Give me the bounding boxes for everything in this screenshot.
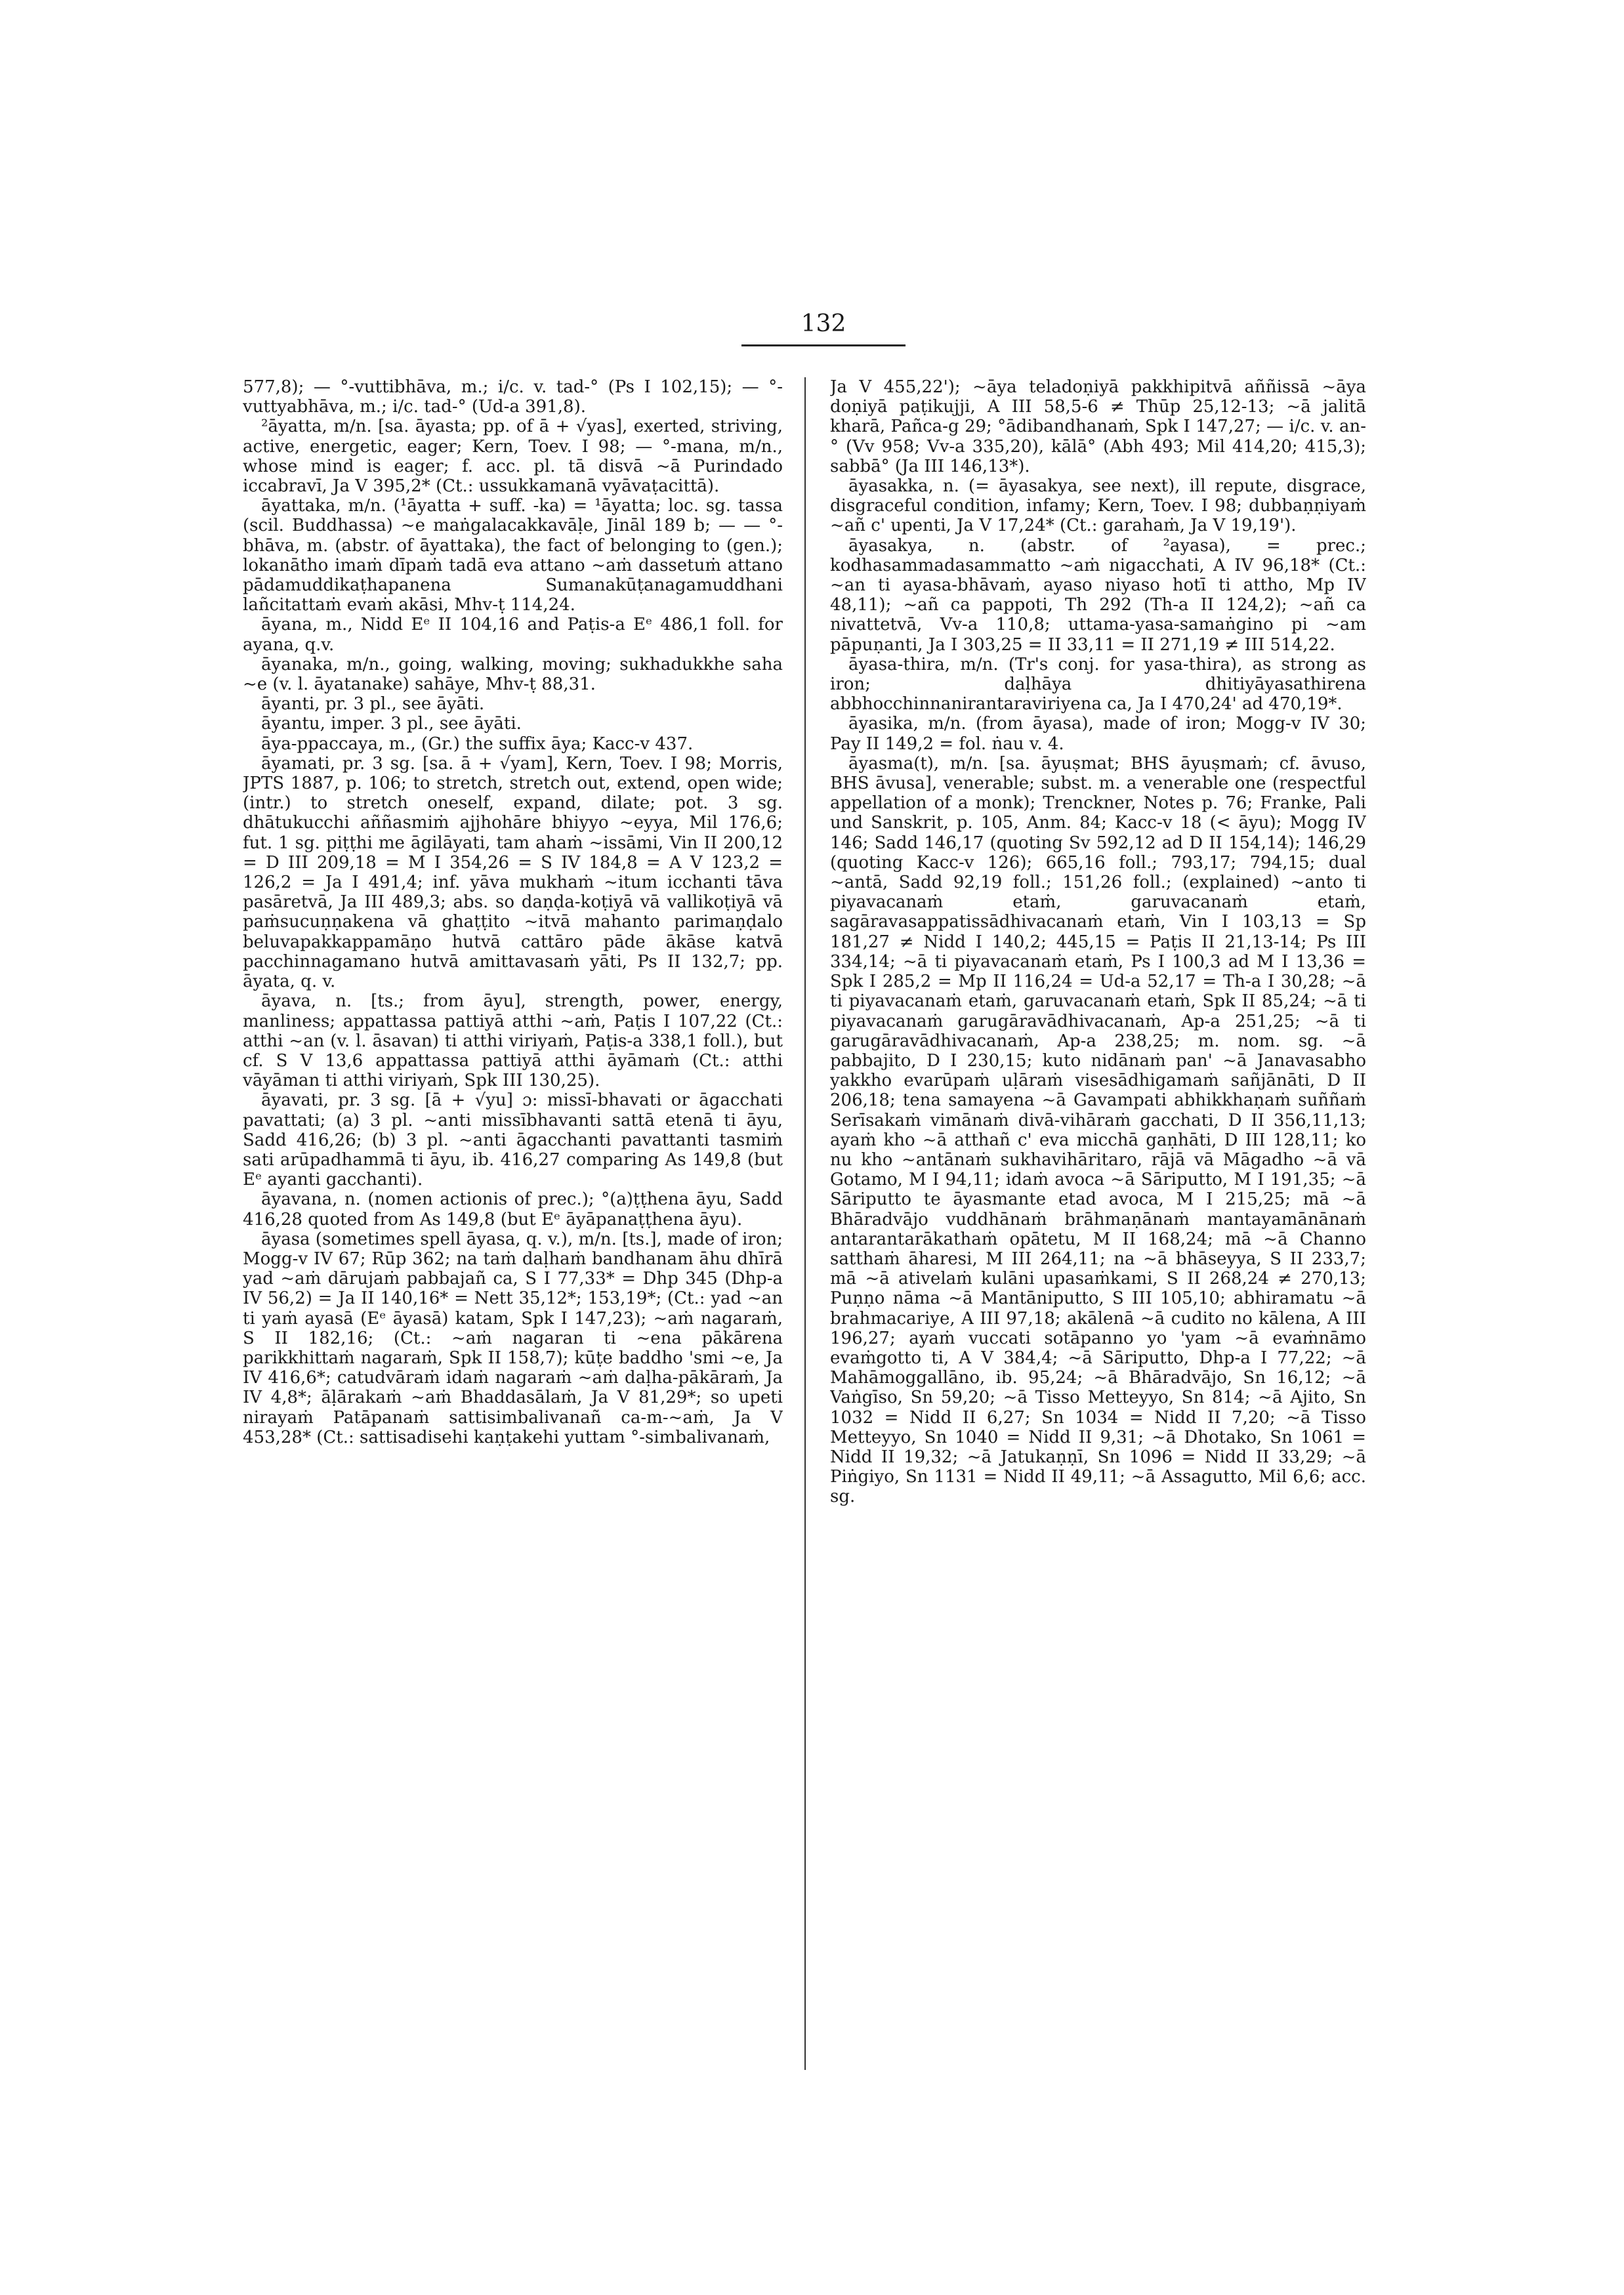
- entry-ayasakya: āyasakya, n. (abstr. of ²ayasa), = prec.; kodhasammadasammatto ~aṁ nigacchati, A IV 96,18* (Ct.: ~an ti ayasa-bhāvaṁ, ayaso niyaso hotī ti attho, Mp IV 48,11); ~añ ca pappoti, Th 292 (Th-a II 124,2); ~añ ca nivattetvā, Vv-a 110,8; uttama-yasa-samaṅgino pi ~am pāpuṇanti, Ja I 303,25 = II 33,11 = II 271,19 ≠ III 514,22.: [830, 535, 1366, 655]
- entry-ayantu: āyantu, imper. 3 pl., see āyāti.: [261, 714, 522, 734]
- entry-ayasa-thira: āyasa-thira, m/n. (Tr's conj. for yasa-thira), as strong as iron; daḷhāya dhitiyāyasathirena abbhocchinnanirantaraviriyena ca, Ja I 470,24' ad 470,19*.: [830, 654, 1366, 714]
- entry-ayasika: āyasika, m/n. (from āyasa), made of iron; Mogg-v IV 30; Pay II 149,2 = fol. ṅau v. 4.: [830, 714, 1366, 754]
- page-number: 132: [801, 310, 846, 337]
- header-rule: [741, 344, 906, 346]
- right-column: [830, 377, 1366, 2241]
- left-column: [243, 377, 783, 2241]
- column-divider: [804, 377, 806, 2070]
- entry-ayasmat: āyasma(t), m/n. [sa. āyuṣmat; BHS āyuṣmaṁ; cf. āvuso, BHS āvusa], venerable; subst. m. a venerable one (respectful appellation of a monk); Trenckner, Notes p. 76; Franke, Pali und Sanskrit, p. 105, Anm. 84; Kacc-v 18 (< āyu); Mogg IV 146; Sadd 146,17 (quoting Sv 592,12 ad D II 154,14); 146,29 (quoting Kacc-v 126); 665,16 foll.; 793,17; 794,15; dual ~antā, Sadd 92,19 foll.; 151,26 foll.; (explained) ~anto ti piyavacanaṁ etaṁ, garuvacanaṁ etaṁ, sagāravasappatissādhivacanaṁ etaṁ, Vin I 103,13 = Sp 181,27 ≠ Nidd I 140,2; 445,15 = Paṭis II 21,13-14; Ps III 334,14; ~ā ti piyavacanaṁ etaṁ, Ps I 100,3 ad M I 13,36 = Spk I 285,2 = Mp II 116,24 = Ud-a 52,17 = Th-a I 30,28; ~ā ti piyavacanaṁ etaṁ, garuvacanaṁ etaṁ, Spk II 85,24; ~ā ti piyavacanaṁ garugāravādhivacanaṁ, Ap-a 251,25; ~ā ti garugāravādhivacanaṁ, Ap-a 238,25; m. nom. sg. ~ā pabbajito, D I 230,15; kuto nidānaṁ pan' ~ā Janavasabho yakkho evarūpaṁ uḷāraṁ visesādhigamaṁ sañjānāti, D II 206,18; tena samayena ~ā Gavampati abhikkhaṇaṁ suññaṁ Serīsakaṁ vimānaṁ divā-vihāraṁ gacchati, D II 356,11,13; ayaṁ kho ~ā atthañ c' eva micchā gaṇhāti, D III 128,11; ko nu kho ~antānaṁ sukhavihāritaro, rājā vā Māgadho ~ā vā Gotamo, M I 94,11; idaṁ avoca ~ā Sāriputto, M I 191,35; ~ā Sāriputto te āyasmante etad avoca, M I 215,25; mā ~ā Bhāradvājo vuddhānaṁ brāhmaṇānaṁ mantayamānānaṁ antarantarākathaṁ opātetu, M II 168,24; mā ~ā Channo satthaṁ āharesi, M III 264,11; na ~ā bhāseyya, S II 233,7; mā ~ā ativelaṁ kulāni upasaṁkami, S II 268,24 ≠ 270,13; Puṇṇo nāma ~ā Mantāniputto, S III 105,10; abhiramatu ~ā brahmacariye, A III 97,18; akālenā ~ā cudito no kālena, A III 196,27; ayaṁ vuccati sotāpanno yo 'yam ~ā evaṁnāmo evaṁgotto ti, A V 384,4; ~ā Sāriputto, Dhp-a I 77,22; ~ā Mahāmoggallāno, ib. 95,24; ~ā Bhāradvājo, Sn 16,12; ~ā Vaṅgīso, Sn 59,20; ~ā Tisso Metteyyo, Sn 814; ~ā Ajito, Sn 1032 = Nidd II 6,27; Sn 1034 = Nidd II 7,20; ~ā Tisso Metteyyo, Sn 1040 = Nidd II 9,31; ~ā Dhotako, Sn 1061 = Nidd II 19,32; ~ā Jatukaṇṇī, Sn 1096 = Nidd II 33,29; ~ā Piṅgiyo, Sn 1131 = Nidd II 49,11; ~ā Assagutto, Mil 6,6; acc. sg.: [830, 753, 1366, 1507]
- entry-continuation: Ja V 455,22'); ~āya teladoṇiyā pakkhipitvā aññissā ~āya doṇiyā paṭikujji, A III 58,5-6 ≠ Thūp 25,12-13; ~ā jalitā kharā, Pañca-g 29; °ādibandhanaṁ, Spk I 147,27; — i/c. v. an-° (Vv 958; Vv-a 335,20), kālā° (Abh 493; Mil 414,20; 415,3); sabbā° (Ja III 146,13*).: [830, 377, 1366, 476]
- entry-ayava: āyava, n. [ts.; from āyu], strength, power, energy, manliness; appattassa pattiyā atthi ~aṁ, Paṭis I 107,22 (Ct.: atthi ~an (v. l. āsavan) ti atthi viriyaṁ, Paṭis-a 338,1 foll.), but cf. S V 13,6 appattassa pattiyā atthi āyāmaṁ (Ct.: atthi vāyāman ti atthi viriyaṁ, Spk III 130,25).: [243, 991, 783, 1091]
- entry-continuation: 577,8); — °-vuttibhāva, m.; i/c. v. tad-° (Ps I 102,15); — °-vuttyabhāva, m.; i/c. tad-° (Ud-a 391,8).: [243, 377, 783, 417]
- entry-ayanaka: āyanaka, m/n., going, walking, moving; sukhadukkhe saha ~e (v. l. āyatanake) sahāye, Mhv-ṭ 88,31.: [243, 654, 783, 695]
- entry-ayavana: āyavana, n. (nomen actionis of prec.); °(a)ṭṭhena āyu, Sadd 416,28 quoted from As 149,8 (but Eᵉ āyāpanaṭṭhena āyu).: [243, 1189, 783, 1230]
- entry-ayamati: āyamati, pr. 3 sg. [sa. ā + √yam], Kern, Toev. I 98; Morris, JPTS 1887, p. 106; to stretch, stretch out, extend, open wide; (intr.) to stretch oneself, expand, dilate; pot. 3 sg. dhātukucchi aññasmiṁ ajjhohāre bhiyyo ~eyya, Mil 176,6; fut. 1 sg. piṭṭhi me āgilāyati, tam ahaṁ ~issāmi, Vin II 200,12 = D III 209,18 = M I 354,26 = S IV 184,8 = A V 123,2 = 126,2 = Ja I 491,4; inf. yāva mukhaṁ ~itum icchanti tāva pasāretvā, Ja III 489,3; abs. so daṇḍa-koṭiyā vā vallikoṭiyā vā paṁsucuṇṇakena vā ghaṭṭito ~itvā mahanto parimaṇḍalo beluvapakkappamāṇo hutvā cattāro pāde ākāse katvā pacchinnagamano hutvā amittavasaṁ yāti, Ps II 132,7; pp. āyata, q. v.: [243, 753, 783, 992]
- entry-ayasa: āyasa (sometimes spell āyasa, q. v.), m/n. [ts.], made of iron; Mogg-v IV 67; Rūp 362; na taṁ daḷhaṁ bandhanam āhu dhīrā yad ~aṁ dārujaṁ pabbajañ ca, S I 77,33* = Dhp 345 (Dhp-a IV 56,2) = Ja II 140,16* = Nett 35,12*; 153,19*; (Ct.: yad ~an ti yaṁ ayasā (Eᵉ āyasā) katam, Spk I 147,23); ~aṁ nagaraṁ, S II 182,16; (Ct.: ~aṁ nagaran ti ~ena pākārena parikkhittaṁ nagaraṁ, Spk II 158,7); kūṭe baddho 'smi ~e, Ja IV 416,6*; catudvāraṁ idaṁ nagaraṁ ~aṁ daḷha-pākāraṁ, Ja IV 4,8*; āḷārakaṁ ~aṁ Bhaddasālaṁ, Ja V 81,29*; so upeti nirayaṁ Patāpanaṁ sattisimbalivanañ ca-m-~aṁ, Ja V 453,28* (Ct.: sattisadisehi kaṇṭakehi yuttam °-simbalivanaṁ,: [243, 1229, 783, 1447]
- entry-aya-ppaccaya: āya-ppaccaya, m., (Gr.) the suffix āya; Kacc-v 437.: [261, 734, 694, 754]
- entry-ayasakka: āyasakka, n. (= āyasakya, see next), ill repute, disgrace, disgraceful condition, infamy; Kern, Toev. I 98; dubbaṇṇiyaṁ ~añ c' upenti, Ja V 17,24* (Ct.: garahaṁ, Ja V 19,19').: [830, 476, 1366, 536]
- entry-ayatta-2: ²āyatta, m/n. [sa. āyasta; pp. of ā + √yas], exerted, striving, active, energetic, eager; Kern, Toev. I 98; — °-mana, m/n., whose mind is eager; f. acc. pl. tā disvā ~ā Purindado iccabravī, Ja V 395,2* (Ct.: ussukkamanā vyāvaṭacittā).: [243, 417, 783, 497]
- entry-ayavati: āyavati, pr. 3 sg. [ā + √yu] ɔ: missī-bhavati or āgacchati pavattati; (a) 3 pl. ~anti missībhavanti sattā etenā ti āyu, Sadd 416,26; (b) 3 pl. ~anti āgacchanti pavattanti tasmiṁ sati arūpadhammā ti āyu, ib. 416,27 comparing As 149,8 (but Eᵉ ayanti gacchanti).: [243, 1090, 783, 1190]
- entry-ayanti: āyanti, pr. 3 pl., see āyāti.: [261, 694, 485, 714]
- entry-ayana: āyana, m., Nidd Eᵉ II 104,16 and Paṭis-a Eᵉ 486,1 foll. for ayana, q.v.: [243, 615, 783, 655]
- entry-ayattaka: āyattaka, m/n. (¹āyatta + suff. -ka) = ¹āyatta; loc. sg. tassa (scil. Buddhassa) ~e maṅgalacakkavāḷe, Jināl 189 b; — — °-bhāva, m. (abstr. of āyattaka), the fact of belonging to (gen.); lokanātho imaṁ dīpaṁ tadā eva attano ~aṁ dassetuṁ attano pādamuddikaṭhapanena Sumanakūṭanagamuddhani lañcitattaṁ evaṁ akāsi, Mhv-ṭ 114,24.: [243, 496, 783, 615]
